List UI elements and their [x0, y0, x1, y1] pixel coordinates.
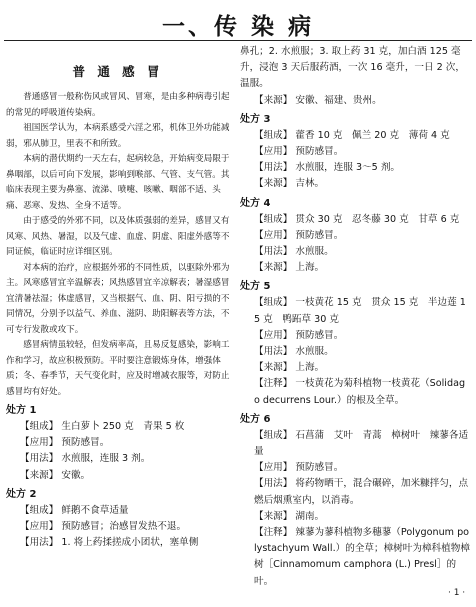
- field-value: 生白萝卜 250 克 青果 5 枚: [61, 421, 185, 432]
- intro-paragraph: 由于感受的外邪不同，以及体质强弱的差异，感冒又有风寒、风热、暑湿，以及气虚、血虚、阴虚、阳虚外感等不同证候，临证时应详细区别。: [6, 216, 230, 257]
- field-value: 石菖蒲 艾叶 青蒿 樟树叶 辣蓼各适量: [254, 429, 469, 458]
- field-value: 贯众 30 克 忍冬藤 30 克 甘草 6 克: [295, 213, 460, 225]
- prescription-indication: [240, 228, 470, 244]
- prescription-usage: [240, 160, 470, 176]
- field-label: 【用法】: [254, 162, 293, 174]
- prescription-source: [240, 93, 470, 109]
- field-label: 【注释】: [254, 527, 293, 539]
- field-label: 【应用】: [254, 229, 293, 241]
- field-value: 预防感冒；治感冒发热不退。: [61, 521, 187, 533]
- prescription-indication: [240, 460, 470, 476]
- field-label: 【应用】: [254, 329, 293, 341]
- intro-paragraph: 本病的潜伏期约一天左右，起病较急，开始病变局限于鼻咽部，以后可向下发展，影响到喉部、气管、支气管。其临床表现主要为鼻塞、流涕、喷嚏、咳嗽、咽部不适、头痛、恶寒、发热、全身不适等。: [6, 154, 230, 211]
- prescription-note: [240, 525, 470, 590]
- page-number: · 1 ·: [448, 588, 466, 598]
- field-label: 【组成】: [254, 129, 293, 141]
- field-label: 【来源】: [254, 510, 293, 522]
- prescription-usage-continued: 鼻孔；2. 水煎服；3. 取上药 31 克，加白酒 125 毫升，浸泡 3 天后服药酒，一次 16 毫升，一日 2 次，温服。: [240, 46, 465, 90]
- field-label: 【应用】: [20, 521, 59, 533]
- field-value: 水煎服，连服 3 剂。: [61, 453, 151, 465]
- intro-paragraph: 感冒病情虽较轻，但发病率高，且易反复感染，影响工作和学习，故应积极预防。平时要注意锻炼身体，增强体质；冬、春季节，天气变化时，应及时增减衣服等，对防止感冒均有好处。: [6, 340, 230, 397]
- field-label: 【组成】: [254, 297, 293, 309]
- prescription-source: [240, 360, 470, 376]
- field-label: 【应用】: [254, 462, 293, 474]
- field-value: 1. 将上药揉搓成小团状，塞单侧: [61, 537, 199, 549]
- field-value: 上海。: [295, 262, 325, 274]
- prescription-indication: [240, 144, 470, 160]
- field-label: 【用法】: [20, 537, 59, 549]
- field-value: 将药物晒干，混合碾碎，加米糠拌匀，点燃后烟熏室内，以消毒。: [254, 478, 469, 506]
- field-value: 预防感冒。: [295, 329, 344, 341]
- prescription-title: 处方 2: [6, 488, 37, 500]
- prescription-composition: [240, 295, 470, 327]
- prescription-title: 处方 4: [240, 197, 271, 209]
- field-label: 【来源】: [254, 94, 293, 106]
- right-column: [240, 44, 470, 604]
- field-value: 水煎服。: [295, 246, 334, 258]
- left-column: [6, 44, 230, 604]
- prescription-indication: [240, 328, 470, 344]
- prescription-composition: [6, 503, 230, 519]
- field-label: 【来源】: [20, 469, 59, 481]
- prescription-indication: [6, 435, 230, 451]
- field-value: 一枝黄花 15 克 贯众 15 克 半边莲 15 克 鸭跖草 30 克: [254, 297, 466, 325]
- field-label: 【来源】: [254, 262, 293, 274]
- field-label: 【应用】: [20, 437, 59, 449]
- prescription-title: 处方 6: [240, 413, 271, 425]
- prescription-usage: [6, 451, 230, 467]
- prescription-source: [240, 260, 470, 276]
- prescription-usage: [240, 476, 470, 508]
- field-value: 藿香 10 克 佩兰 20 克 薄荷 4 克: [295, 129, 450, 141]
- field-label: 【用法】: [254, 246, 293, 258]
- field-label: 【组成】: [254, 429, 293, 441]
- prescription-usage: [240, 344, 470, 360]
- prescription-composition: [240, 428, 470, 460]
- prescription-usage: [6, 535, 230, 551]
- intro-paragraph: 普通感冒一般称伤风或冒风、冒寒，是由多种病毒引起的常见的呼吸道传染病。: [6, 92, 230, 118]
- field-label: 【组成】: [254, 213, 293, 225]
- field-label: 【用法】: [254, 478, 293, 490]
- field-value: 辣蓼为蓼科植物多穗蓼（Polygonum polystachyum Wall.）的全草；樟树叶为樟科植物樟树［Cinnamomum camphora (L.) Presl］的叶。: [254, 527, 470, 587]
- field-value: 安徽、福建、贵州。: [295, 94, 382, 106]
- prescription-composition: [240, 128, 470, 144]
- title-rule: [4, 40, 472, 41]
- prescription-title: 处方 5: [240, 281, 271, 293]
- field-value: 湖南。: [295, 510, 325, 522]
- field-value: 预防感冒。: [295, 229, 344, 241]
- field-label: 【注释】: [254, 378, 293, 390]
- field-value: 预防感冒。: [295, 462, 344, 474]
- field-value: 上海。: [295, 362, 325, 374]
- field-label: 【来源】: [254, 362, 293, 374]
- field-label: 【用法】: [20, 453, 59, 465]
- prescription-title: 处方 3: [240, 113, 271, 125]
- field-value: 水煎服。: [295, 346, 334, 358]
- section-title: 普 通 感 冒: [72, 64, 164, 79]
- prescription-source: [6, 468, 230, 484]
- prescription-composition: [240, 212, 470, 228]
- chapter-title: 一、传 染 病: [161, 14, 314, 40]
- field-label: 【用法】: [254, 346, 293, 358]
- field-label: 【组成】: [20, 421, 59, 432]
- prescription-indication: [6, 519, 230, 535]
- prescription-note: [240, 376, 470, 408]
- field-label: 【来源】: [254, 178, 293, 190]
- prescription-usage: [240, 244, 470, 260]
- prescription-source: [240, 509, 470, 525]
- field-value: 安徽。: [61, 469, 91, 481]
- field-value: 鲜鹅不食草适量: [61, 504, 129, 516]
- field-label: 【组成】: [20, 504, 59, 516]
- field-value: 吉林。: [295, 178, 325, 190]
- field-value: 预防感冒。: [61, 437, 110, 449]
- prescription-source: [240, 176, 470, 192]
- intro-paragraph: 对本病的治疗，应根据外邪的不同性质，以驱除外邪为主。风寒感冒宜辛温解表；风热感冒宜辛凉解表；暑湿感冒宜清暑祛湿；体虚感冒，又当根据气、血、阴、阳亏损的不同情况，分别予以益气、养血、滋阴、助阳解表等方法，不可专行发散或攻下。: [6, 262, 230, 335]
- prescription-composition: [6, 419, 230, 435]
- intro-paragraph: 祖国医学认为，本病系感受六淫之邪，机体卫外功能减弱，邪从肺卫，里表不和所致。: [6, 123, 230, 149]
- field-value: 预防感冒。: [295, 146, 344, 158]
- field-label: 【应用】: [254, 146, 293, 158]
- field-value: 水煎服，连服 3～5 剂。: [295, 162, 401, 174]
- prescription-title: 处方 1: [6, 405, 37, 416]
- field-value: 一枝黄花为菊科植物一枝黄花（Solidago decurrens Lour.）的根及全草。: [254, 378, 466, 406]
